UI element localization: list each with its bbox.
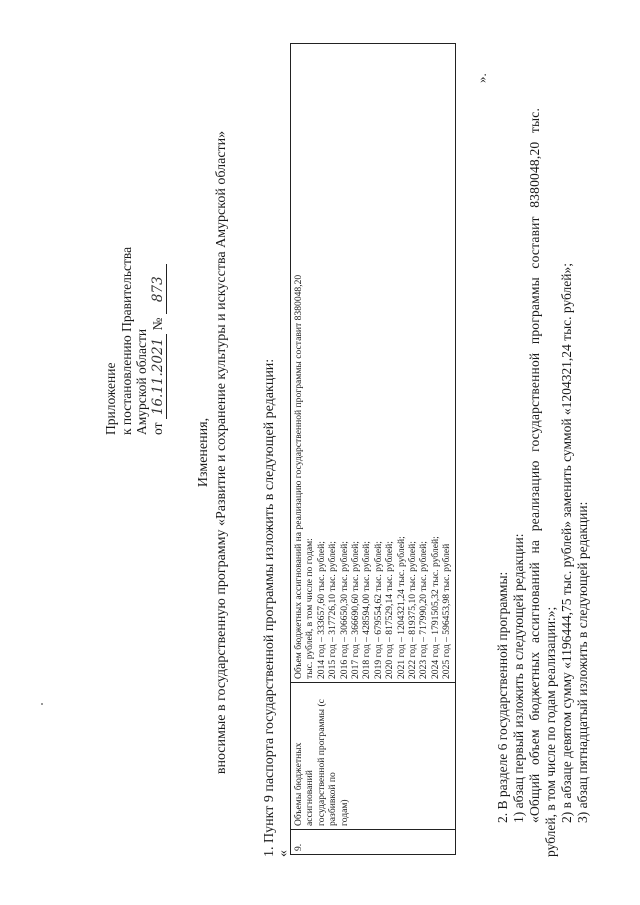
value-line: Объем бюджетных ассигнований на реализацию государственной программы составит 8380048,20 <box>293 274 304 679</box>
section2-item1: 1) абзац первый изложить в следующей редакции: <box>511 533 526 823</box>
heading-subtitle: вносимые в государственную программу «Развитие и сохранение культуры и искусства Амурской области» <box>214 130 229 775</box>
name-line: государственной программы (с разбивкой по <box>315 699 339 826</box>
appendix-line: к постановлению Правительства <box>118 246 134 435</box>
appendix-date-line <box>150 247 168 435</box>
scan-speck <box>41 703 43 705</box>
date-prefix: от <box>149 422 165 435</box>
value-line: 2015 год – 317726,10 тыс. рублей; <box>327 541 339 679</box>
name-line: Объемы бюджетных ассигнований <box>293 742 316 826</box>
table-row <box>291 44 456 855</box>
value-line: 2016 год – 306650,30 тыс. рублей; <box>338 541 350 679</box>
appendix-region: Амурской области <box>134 328 149 435</box>
appendix-title: Приложение <box>103 362 118 435</box>
section2-item2: 2) в абзаце девятом сумму «1196444,75 тыс. рублей» заменить суммой «1204321,24 тыс. рублей»; <box>559 262 574 823</box>
appendix-block <box>103 247 167 435</box>
value-line: 2021 год – 1204321,24 тыс. рублей; <box>395 536 407 679</box>
section2-quote-end: рублей, в том числе по годам реализации:»; <box>543 606 558 857</box>
row-name <box>291 683 456 830</box>
open-quote: « <box>276 850 291 857</box>
handwritten-date: 16.11.2021 <box>151 334 168 419</box>
value-line: тыс. рублей, в том числе по годам: <box>304 538 316 679</box>
close-quote: ». <box>474 73 489 83</box>
heading-block <box>195 0 231 905</box>
section2-quote: «Общий объем бюджетных ассигнований на реализацию государственной программы составит 8380048,20 тыс. <box>527 107 542 823</box>
value-line: 2014 год – 333657,60 тыс. рублей; <box>315 541 327 679</box>
value-line: 2020 год – 817529,14 тыс. рублей; <box>384 541 396 679</box>
value-line: 2022 год – 819375,10 тыс. рублей; <box>407 541 419 679</box>
passport-table <box>290 43 456 855</box>
row-number: 9. <box>291 830 456 855</box>
value-line: 2018 год – 428594,00 тыс. рублей; <box>361 541 373 679</box>
heading-title: Изменения, <box>196 417 211 488</box>
value-line: 2024 год – 1791505,32 тыс. рублей; <box>429 536 441 679</box>
handwritten-number: 873 <box>151 264 168 314</box>
row-value <box>291 44 456 683</box>
value-line: 2019 год – 679554,62 тыс. рублей; <box>372 541 384 679</box>
intro-paragraph: 1. Пункт 9 паспорта государственной программы изложить в следующей редакции: <box>262 358 277 857</box>
number-prefix: № <box>149 317 165 331</box>
value-line: 2025 год – 596453,98 тыс. рублей <box>441 543 453 679</box>
section2-item3: 3) абзац пятнадцатый изложить в следующей редакции: <box>575 501 590 823</box>
section2-heading: 2. В разделе 6 государственной программы: <box>495 571 510 823</box>
value-line: 2017 год – 366690,60 тыс. рублей; <box>350 541 362 679</box>
value-line: 2023 год – 717990,20 тыс. рублей; <box>418 541 430 679</box>
name-line: годам) <box>338 799 350 826</box>
